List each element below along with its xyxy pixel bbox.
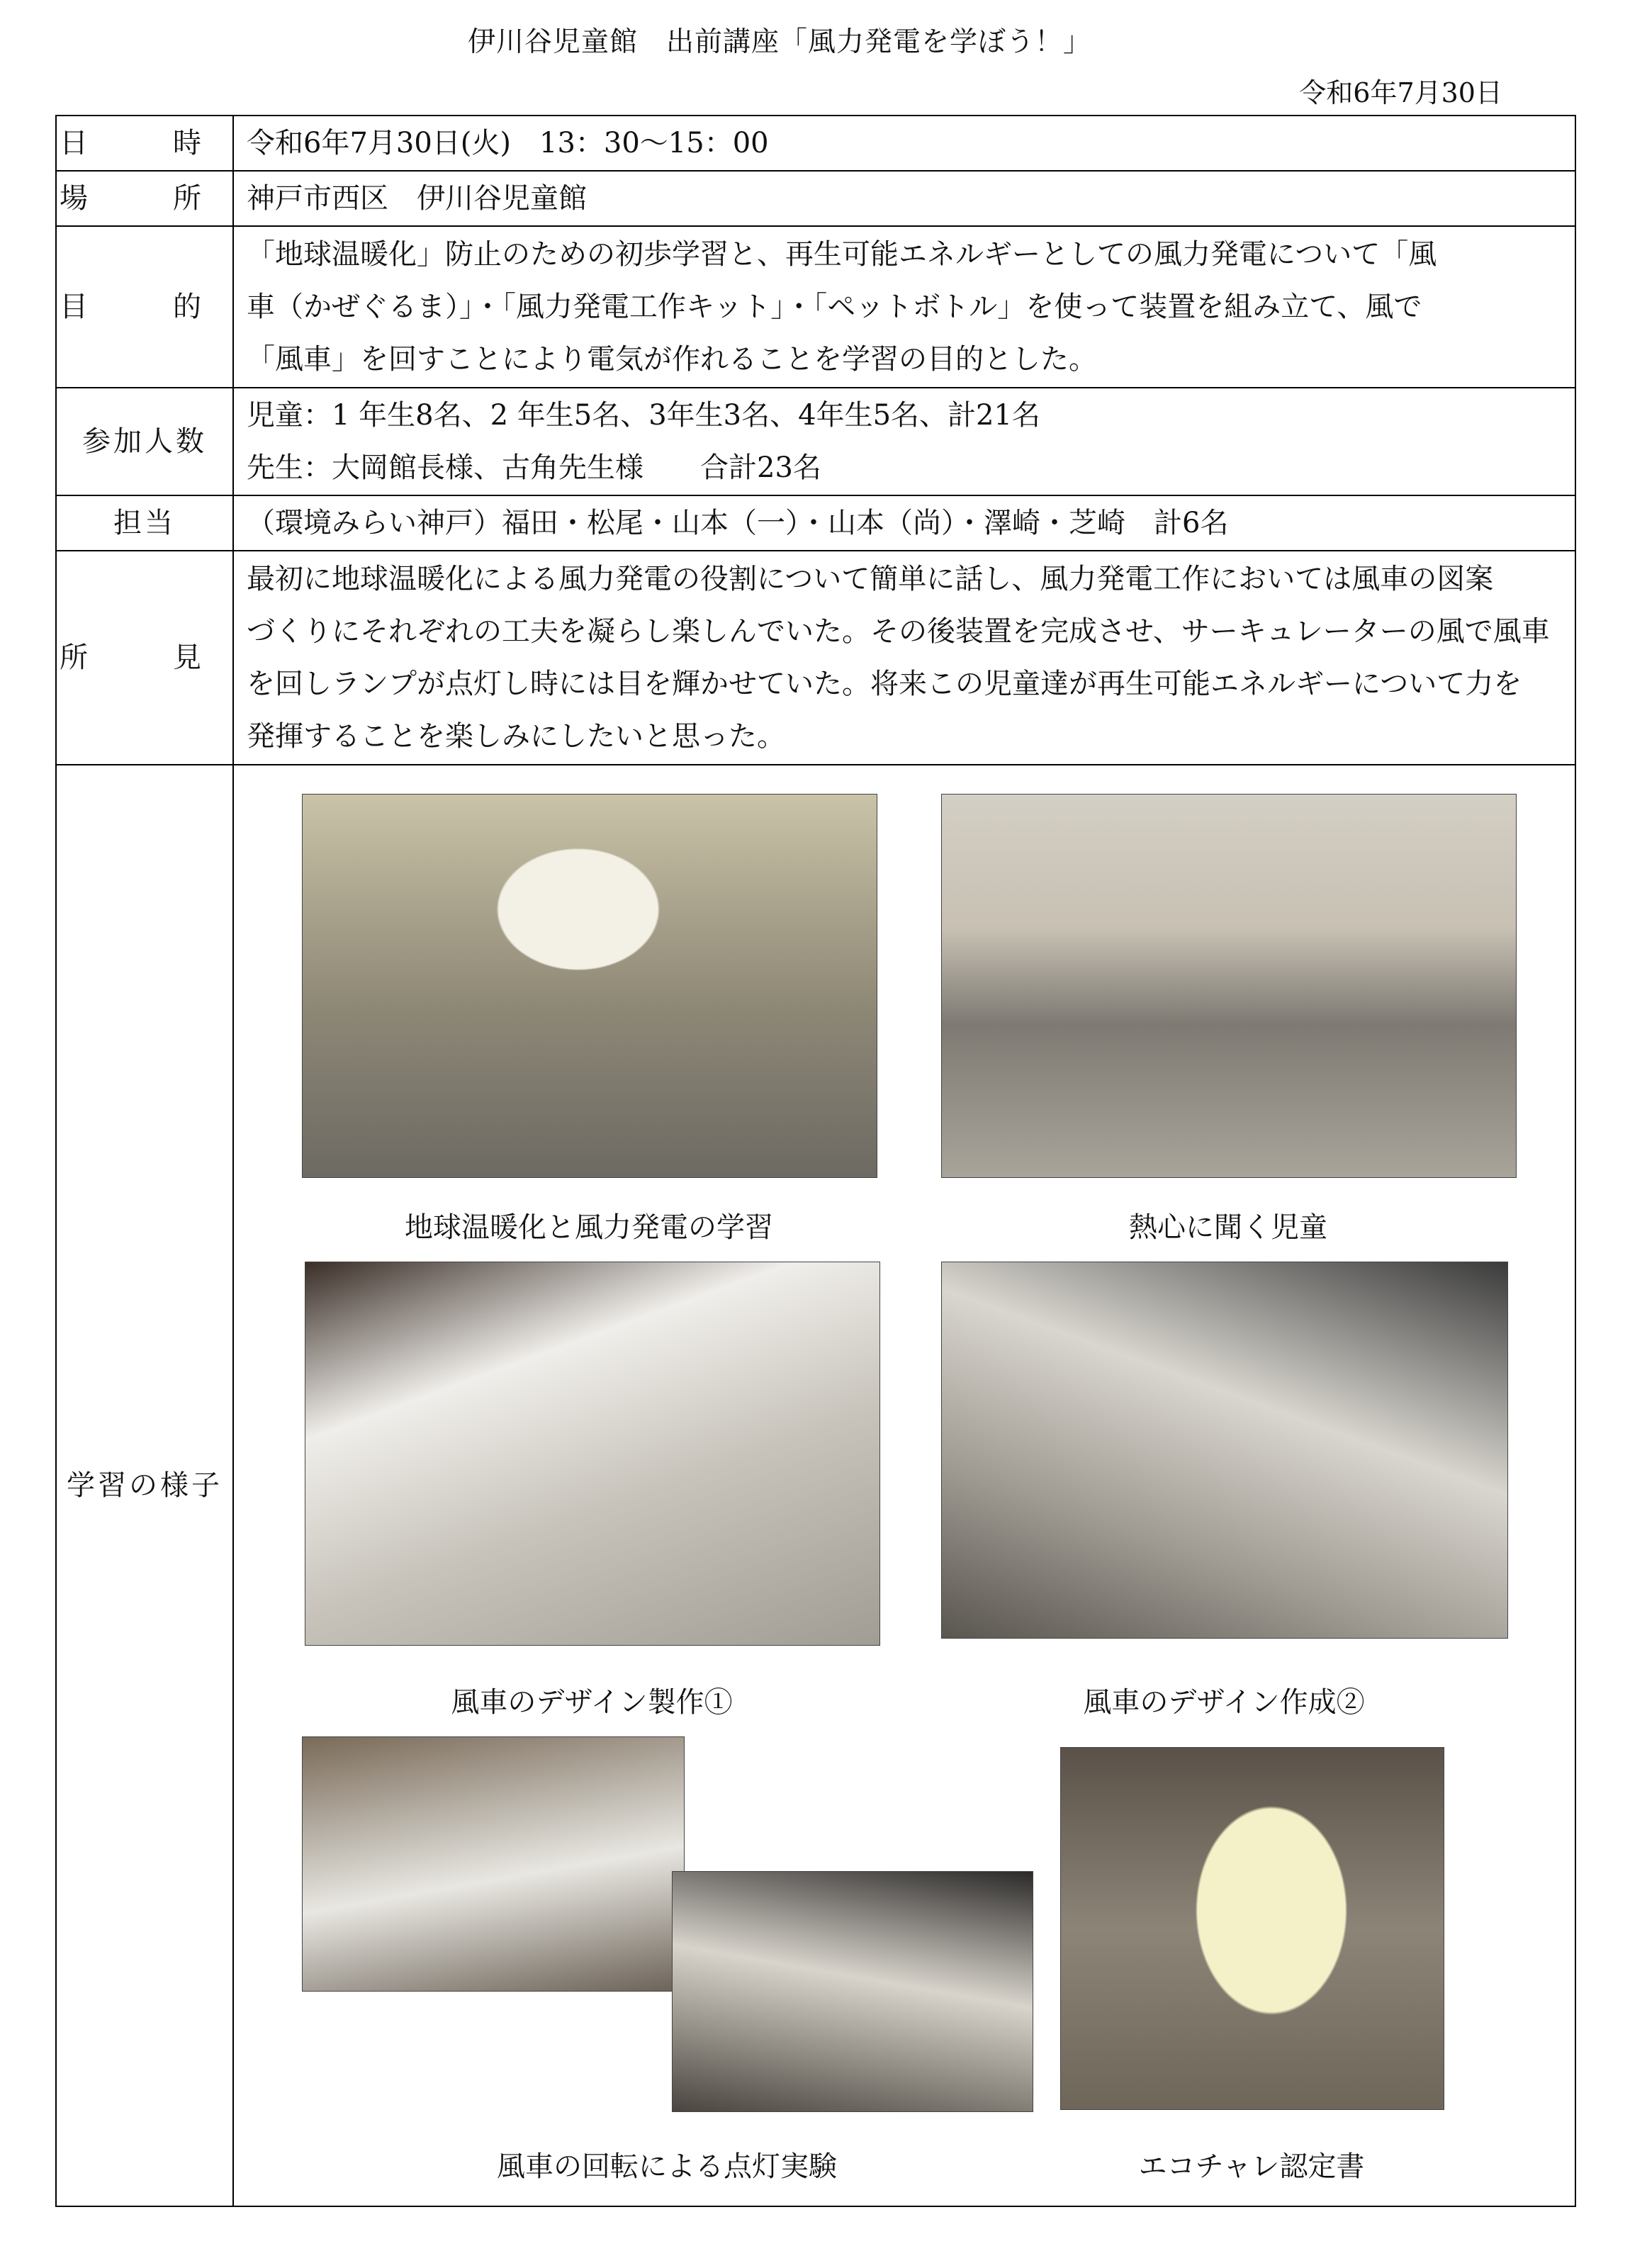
photo-grid xyxy=(234,765,1575,2204)
caption-eco-certificate: エコチャレ認定書 xyxy=(1138,2150,1365,2183)
staff-value: （環境みらい神戸）福田・松尾・山本（一）・山本（尚）・澤崎・芝崎 計6名 xyxy=(233,495,1575,551)
purpose-value xyxy=(233,226,1575,388)
learning-photos-cell xyxy=(233,765,1575,2206)
caption-lecture: 地球温暖化と風力発電の学習 xyxy=(405,1211,773,1244)
findings-line: 最初に地球温暖化による風力発電の役割について簡単に話し、風力発電工作においては風車の図案 xyxy=(247,563,1494,595)
page-title: 伊川谷児童館 出前講座「風力発電を学ぼう！」 xyxy=(467,26,1091,58)
findings-value xyxy=(233,551,1575,765)
photo-design-2 xyxy=(941,1262,1508,1639)
place-value: 神戸市西区 伊川谷児童館 xyxy=(233,171,1575,226)
report-table xyxy=(55,115,1576,2207)
photo-eco-certificate xyxy=(1060,1747,1444,2110)
caption-lighting-experiment: 風車の回転による点灯実験 xyxy=(497,2150,837,2183)
datetime-value: 令和6年7月30日(火) 13：30～15：00 xyxy=(233,116,1575,171)
findings-line: 発揮することを楽しみにしたいと思った。 xyxy=(247,720,785,753)
photo-lighting-experiment-2 xyxy=(672,1871,1033,2112)
purpose-label: 目 的 xyxy=(56,226,233,388)
findings-label: 所 見 xyxy=(56,551,233,765)
findings-line: づくりにそれぞれの工夫を凝らし楽しんでいた。その後装置を完成させ、サーキュレーターの風で風車 xyxy=(247,615,1550,648)
staff-label: 担当 xyxy=(56,495,233,551)
participants-label: 参加人数 xyxy=(56,388,233,495)
purpose-line: 車（かぜぐるま）」・「風力発電工作キット」・「ペットボトル」を使って装置を組み立て、風で xyxy=(247,291,1422,323)
purpose-line: 「風車」を回すことにより電気が作れることを学習の目的とした。 xyxy=(247,343,1097,376)
caption-design-2: 風車のデザイン作成② xyxy=(1083,1686,1365,1719)
participants-line: 児童：1 年生8名、2 年生5名、3年生3名、4年生5名、計21名 xyxy=(247,399,1040,432)
photo-design-1 xyxy=(305,1262,880,1646)
participants-line: 先生：大岡館長様、古角先生様 合計23名 xyxy=(247,451,821,484)
photo-lighting-experiment-1 xyxy=(302,1736,685,1992)
findings-line: を回しランプが点灯し時には目を輝かせていた。将来この児童達が再生可能エネルギーについて力を xyxy=(247,668,1522,700)
report-date: 令和6年7月30日 xyxy=(1299,77,1502,108)
photo-listening-children xyxy=(941,794,1517,1178)
caption-listening-children: 熱心に聞く児童 xyxy=(1129,1211,1327,1244)
place-label: 場 所 xyxy=(56,171,233,226)
datetime-label: 日 時 xyxy=(56,116,233,171)
photo-lecture xyxy=(302,794,877,1178)
learning-label: 学習の様子 xyxy=(56,765,233,2206)
participants-value xyxy=(233,388,1575,495)
caption-design-1: 風車のデザイン製作① xyxy=(451,1686,733,1719)
purpose-line: 「地球温暖化」防止のための初歩学習と、再生可能エネルギーとしての風力発電について「風 xyxy=(247,238,1437,271)
